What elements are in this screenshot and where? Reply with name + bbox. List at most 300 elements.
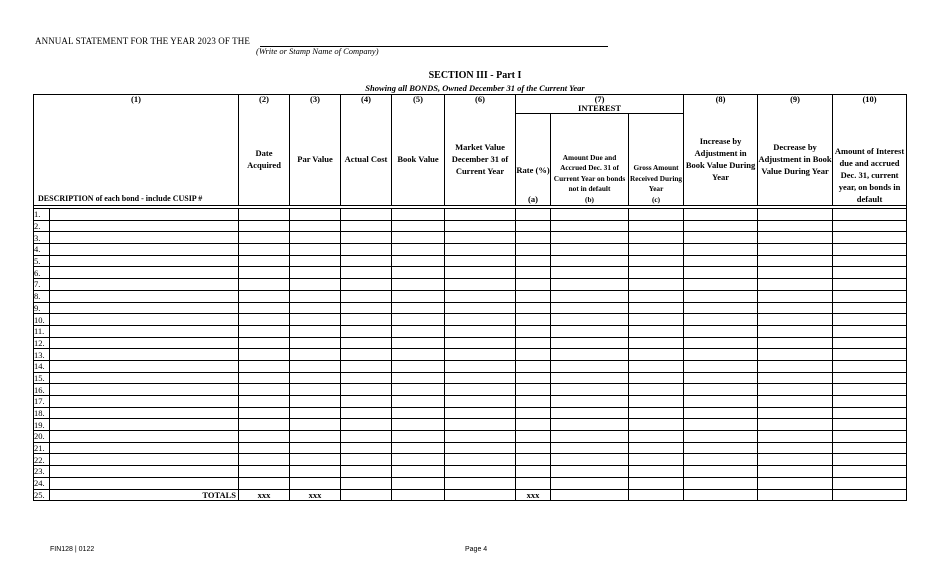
- cell-par-value[interactable]: [290, 431, 341, 443]
- col-num-7: [516, 95, 684, 114]
- cell-actual-cost[interactable]: [341, 419, 392, 431]
- cell-rate[interactable]: [516, 267, 551, 279]
- cell-decrease[interactable]: [758, 349, 833, 361]
- cell-rate[interactable]: [516, 419, 551, 431]
- col-num-4: (4): [341, 95, 392, 114]
- cell-interest-default[interactable]: [833, 290, 907, 302]
- cell-interest-default[interactable]: [833, 360, 907, 372]
- cell-interest-default[interactable]: [833, 442, 907, 454]
- cell-description[interactable]: [50, 454, 239, 466]
- cell-amount-due[interactable]: [551, 325, 629, 337]
- cell-rate[interactable]: [516, 384, 551, 396]
- cell-interest-default[interactable]: [833, 431, 907, 443]
- cell-rate[interactable]: [516, 325, 551, 337]
- cell-date-acquired[interactable]: [239, 314, 290, 326]
- cell-date-acquired[interactable]: [239, 290, 290, 302]
- cell-interest-default[interactable]: [833, 232, 907, 244]
- cell-interest-default[interactable]: [833, 279, 907, 291]
- cell-market-value[interactable]: [445, 396, 516, 408]
- cell-amount-due[interactable]: [551, 396, 629, 408]
- cell-par-value[interactable]: [290, 442, 341, 454]
- cell-actual-cost[interactable]: [341, 349, 392, 361]
- cell-interest-default[interactable]: [833, 466, 907, 478]
- cell-par-value[interactable]: [290, 290, 341, 302]
- cell-increase[interactable]: [684, 255, 758, 267]
- cell-amount-due[interactable]: [551, 407, 629, 419]
- cell-rate[interactable]: [516, 314, 551, 326]
- cell-book-value[interactable]: [392, 337, 445, 349]
- cell-par-value[interactable]: [290, 232, 341, 244]
- cell-amount-due[interactable]: [551, 477, 629, 489]
- cell-interest-default[interactable]: [833, 325, 907, 337]
- cell-par-value[interactable]: [290, 325, 341, 337]
- cell-amount-due[interactable]: [551, 209, 629, 221]
- cell-interest-default[interactable]: [833, 267, 907, 279]
- cell-par-value[interactable]: [290, 279, 341, 291]
- cell-increase[interactable]: [684, 431, 758, 443]
- totals-interest-default[interactable]: [833, 489, 907, 501]
- cell-increase[interactable]: [684, 349, 758, 361]
- cell-rate[interactable]: [516, 442, 551, 454]
- cell-interest-default[interactable]: [833, 396, 907, 408]
- cell-book-value[interactable]: [392, 325, 445, 337]
- cell-gross-amount[interactable]: [629, 384, 684, 396]
- cell-amount-due[interactable]: [551, 255, 629, 267]
- cell-rate[interactable]: [516, 466, 551, 478]
- cell-description[interactable]: [50, 396, 239, 408]
- cell-amount-due[interactable]: [551, 466, 629, 478]
- cell-gross-amount[interactable]: [629, 396, 684, 408]
- cell-market-value[interactable]: [445, 279, 516, 291]
- cell-interest-default[interactable]: [833, 302, 907, 314]
- cell-rate[interactable]: [516, 209, 551, 221]
- cell-book-value[interactable]: [392, 454, 445, 466]
- cell-actual-cost[interactable]: [341, 407, 392, 419]
- cell-increase[interactable]: [684, 290, 758, 302]
- cell-actual-cost[interactable]: [341, 477, 392, 489]
- cell-increase[interactable]: [684, 384, 758, 396]
- cell-decrease[interactable]: [758, 232, 833, 244]
- cell-market-value[interactable]: [445, 384, 516, 396]
- cell-par-value[interactable]: [290, 267, 341, 279]
- cell-amount-due[interactable]: [551, 419, 629, 431]
- cell-market-value[interactable]: [445, 407, 516, 419]
- cell-increase[interactable]: [684, 454, 758, 466]
- cell-gross-amount[interactable]: [629, 209, 684, 221]
- cell-gross-amount[interactable]: [629, 454, 684, 466]
- cell-book-value[interactable]: [392, 407, 445, 419]
- cell-gross-amount[interactable]: [629, 407, 684, 419]
- cell-par-value[interactable]: [290, 454, 341, 466]
- cell-gross-amount[interactable]: [629, 232, 684, 244]
- totals-market-value[interactable]: [445, 489, 516, 501]
- cell-decrease[interactable]: [758, 396, 833, 408]
- cell-amount-due[interactable]: [551, 454, 629, 466]
- cell-rate[interactable]: [516, 244, 551, 256]
- cell-decrease[interactable]: [758, 267, 833, 279]
- cell-gross-amount[interactable]: [629, 314, 684, 326]
- cell-interest-default[interactable]: [833, 349, 907, 361]
- cell-market-value[interactable]: [445, 314, 516, 326]
- cell-par-value[interactable]: [290, 372, 341, 384]
- cell-increase[interactable]: [684, 337, 758, 349]
- cell-par-value[interactable]: [290, 466, 341, 478]
- cell-rate[interactable]: [516, 360, 551, 372]
- cell-description[interactable]: [50, 372, 239, 384]
- cell-book-value[interactable]: [392, 360, 445, 372]
- cell-increase[interactable]: [684, 232, 758, 244]
- cell-description[interactable]: [50, 325, 239, 337]
- totals-book-value[interactable]: [392, 489, 445, 501]
- cell-rate[interactable]: [516, 255, 551, 267]
- cell-description[interactable]: [50, 255, 239, 267]
- cell-par-value[interactable]: [290, 419, 341, 431]
- cell-market-value[interactable]: [445, 431, 516, 443]
- cell-interest-default[interactable]: [833, 477, 907, 489]
- cell-increase[interactable]: [684, 419, 758, 431]
- cell-market-value[interactable]: [445, 302, 516, 314]
- cell-actual-cost[interactable]: [341, 372, 392, 384]
- cell-book-value[interactable]: [392, 372, 445, 384]
- totals-actual-cost[interactable]: [341, 489, 392, 501]
- cell-increase[interactable]: [684, 360, 758, 372]
- cell-date-acquired[interactable]: [239, 255, 290, 267]
- cell-date-acquired[interactable]: [239, 431, 290, 443]
- cell-increase[interactable]: [684, 407, 758, 419]
- cell-description[interactable]: [50, 349, 239, 361]
- cell-book-value[interactable]: [392, 314, 445, 326]
- cell-market-value[interactable]: [445, 360, 516, 372]
- cell-rate[interactable]: [516, 290, 551, 302]
- cell-date-acquired[interactable]: [239, 384, 290, 396]
- cell-decrease[interactable]: [758, 477, 833, 489]
- cell-book-value[interactable]: [392, 349, 445, 361]
- cell-par-value[interactable]: [290, 314, 341, 326]
- cell-actual-cost[interactable]: [341, 360, 392, 372]
- cell-actual-cost[interactable]: [341, 255, 392, 267]
- cell-actual-cost[interactable]: [341, 290, 392, 302]
- cell-market-value[interactable]: [445, 244, 516, 256]
- cell-book-value[interactable]: [392, 431, 445, 443]
- cell-decrease[interactable]: [758, 466, 833, 478]
- cell-par-value[interactable]: [290, 396, 341, 408]
- cell-description[interactable]: [50, 232, 239, 244]
- cell-book-value[interactable]: [392, 220, 445, 232]
- cell-par-value[interactable]: [290, 209, 341, 221]
- cell-rate[interactable]: [516, 232, 551, 244]
- cell-amount-due[interactable]: [551, 279, 629, 291]
- cell-description[interactable]: [50, 244, 239, 256]
- cell-par-value[interactable]: [290, 349, 341, 361]
- cell-decrease[interactable]: [758, 337, 833, 349]
- cell-description[interactable]: [50, 477, 239, 489]
- cell-amount-due[interactable]: [551, 232, 629, 244]
- cell-decrease[interactable]: [758, 384, 833, 396]
- cell-date-acquired[interactable]: [239, 349, 290, 361]
- cell-increase[interactable]: [684, 442, 758, 454]
- cell-increase[interactable]: [684, 477, 758, 489]
- cell-market-value[interactable]: [445, 477, 516, 489]
- cell-gross-amount[interactable]: [629, 466, 684, 478]
- cell-increase[interactable]: [684, 244, 758, 256]
- cell-gross-amount[interactable]: [629, 267, 684, 279]
- cell-date-acquired[interactable]: [239, 209, 290, 221]
- cell-interest-default[interactable]: [833, 454, 907, 466]
- cell-gross-amount[interactable]: [629, 442, 684, 454]
- cell-decrease[interactable]: [758, 419, 833, 431]
- cell-gross-amount[interactable]: [629, 244, 684, 256]
- cell-interest-default[interactable]: [833, 419, 907, 431]
- cell-date-acquired[interactable]: [239, 407, 290, 419]
- cell-market-value[interactable]: [445, 267, 516, 279]
- cell-gross-amount[interactable]: [629, 419, 684, 431]
- cell-actual-cost[interactable]: [341, 267, 392, 279]
- cell-actual-cost[interactable]: [341, 337, 392, 349]
- cell-amount-due[interactable]: [551, 442, 629, 454]
- totals-gross-amount[interactable]: [629, 489, 684, 501]
- cell-book-value[interactable]: [392, 244, 445, 256]
- cell-market-value[interactable]: [445, 466, 516, 478]
- row-number: 17.: [34, 396, 50, 408]
- cell-book-value[interactable]: [392, 290, 445, 302]
- cell-interest-default[interactable]: [833, 384, 907, 396]
- cell-date-acquired[interactable]: [239, 337, 290, 349]
- totals-decrease[interactable]: [758, 489, 833, 501]
- cell-amount-due[interactable]: [551, 314, 629, 326]
- cell-gross-amount[interactable]: [629, 220, 684, 232]
- cell-gross-amount[interactable]: [629, 302, 684, 314]
- cell-decrease[interactable]: [758, 220, 833, 232]
- cell-gross-amount[interactable]: [629, 360, 684, 372]
- cell-rate[interactable]: [516, 477, 551, 489]
- cell-description[interactable]: [50, 290, 239, 302]
- cell-book-value[interactable]: [392, 466, 445, 478]
- cell-gross-amount[interactable]: [629, 349, 684, 361]
- cell-decrease[interactable]: [758, 360, 833, 372]
- cell-actual-cost[interactable]: [341, 314, 392, 326]
- cell-book-value[interactable]: [392, 232, 445, 244]
- cell-interest-default[interactable]: [833, 244, 907, 256]
- cell-description[interactable]: [50, 267, 239, 279]
- cell-amount-due[interactable]: [551, 244, 629, 256]
- cell-par-value[interactable]: [290, 407, 341, 419]
- cell-actual-cost[interactable]: [341, 325, 392, 337]
- cell-interest-default[interactable]: [833, 209, 907, 221]
- cell-rate[interactable]: [516, 431, 551, 443]
- cell-rate[interactable]: [516, 454, 551, 466]
- cell-interest-default[interactable]: [833, 220, 907, 232]
- cell-description[interactable]: [50, 209, 239, 221]
- cell-description[interactable]: [50, 337, 239, 349]
- cell-par-value[interactable]: [290, 255, 341, 267]
- cell-market-value[interactable]: [445, 337, 516, 349]
- cell-date-acquired[interactable]: [239, 325, 290, 337]
- cell-par-value[interactable]: [290, 477, 341, 489]
- cell-description[interactable]: [50, 466, 239, 478]
- cell-interest-default[interactable]: [833, 372, 907, 384]
- cell-rate[interactable]: [516, 220, 551, 232]
- cell-actual-cost[interactable]: [341, 431, 392, 443]
- cell-book-value[interactable]: [392, 302, 445, 314]
- cell-interest-default[interactable]: [833, 314, 907, 326]
- cell-date-acquired[interactable]: [239, 419, 290, 431]
- cell-market-value[interactable]: [445, 232, 516, 244]
- cell-description[interactable]: [50, 407, 239, 419]
- cell-increase[interactable]: [684, 267, 758, 279]
- cell-actual-cost[interactable]: [341, 209, 392, 221]
- cell-date-acquired[interactable]: [239, 360, 290, 372]
- cell-book-value[interactable]: [392, 442, 445, 454]
- cell-increase[interactable]: [684, 302, 758, 314]
- cell-decrease[interactable]: [758, 244, 833, 256]
- cell-market-value[interactable]: [445, 255, 516, 267]
- cell-actual-cost[interactable]: [341, 454, 392, 466]
- cell-book-value[interactable]: [392, 279, 445, 291]
- cell-date-acquired[interactable]: [239, 244, 290, 256]
- cell-rate[interactable]: [516, 396, 551, 408]
- cell-decrease[interactable]: [758, 279, 833, 291]
- cell-market-value[interactable]: [445, 290, 516, 302]
- cell-book-value[interactable]: [392, 396, 445, 408]
- cell-book-value[interactable]: [392, 419, 445, 431]
- cell-amount-due[interactable]: [551, 372, 629, 384]
- cell-actual-cost[interactable]: [341, 220, 392, 232]
- cell-actual-cost[interactable]: [341, 384, 392, 396]
- cell-decrease[interactable]: [758, 209, 833, 221]
- cell-date-acquired[interactable]: [239, 477, 290, 489]
- cell-description[interactable]: [50, 384, 239, 396]
- cell-decrease[interactable]: [758, 255, 833, 267]
- cell-description[interactable]: [50, 314, 239, 326]
- cell-date-acquired[interactable]: [239, 396, 290, 408]
- cell-decrease[interactable]: [758, 431, 833, 443]
- cell-par-value[interactable]: [290, 220, 341, 232]
- cell-decrease[interactable]: [758, 442, 833, 454]
- cell-gross-amount[interactable]: [629, 477, 684, 489]
- cell-amount-due[interactable]: [551, 220, 629, 232]
- cell-rate[interactable]: [516, 372, 551, 384]
- cell-market-value[interactable]: [445, 349, 516, 361]
- cell-date-acquired[interactable]: [239, 279, 290, 291]
- cell-market-value[interactable]: [445, 419, 516, 431]
- cell-date-acquired[interactable]: [239, 232, 290, 244]
- cell-book-value[interactable]: [392, 384, 445, 396]
- cell-interest-default[interactable]: [833, 255, 907, 267]
- cell-actual-cost[interactable]: [341, 279, 392, 291]
- cell-increase[interactable]: [684, 396, 758, 408]
- cell-date-acquired[interactable]: [239, 454, 290, 466]
- cell-amount-due[interactable]: [551, 290, 629, 302]
- cell-market-value[interactable]: [445, 220, 516, 232]
- cell-rate[interactable]: [516, 407, 551, 419]
- cell-date-acquired[interactable]: [239, 267, 290, 279]
- cell-interest-default[interactable]: [833, 337, 907, 349]
- cell-par-value[interactable]: [290, 384, 341, 396]
- cell-decrease[interactable]: [758, 314, 833, 326]
- cell-description[interactable]: [50, 431, 239, 443]
- cell-description[interactable]: [50, 419, 239, 431]
- cell-par-value[interactable]: [290, 360, 341, 372]
- cell-amount-due[interactable]: [551, 337, 629, 349]
- cell-market-value[interactable]: [445, 325, 516, 337]
- totals-increase[interactable]: [684, 489, 758, 501]
- cell-decrease[interactable]: [758, 325, 833, 337]
- cell-increase[interactable]: [684, 372, 758, 384]
- cell-amount-due[interactable]: [551, 360, 629, 372]
- cell-gross-amount[interactable]: [629, 431, 684, 443]
- cell-gross-amount[interactable]: [629, 255, 684, 267]
- cell-increase[interactable]: [684, 466, 758, 478]
- cell-gross-amount[interactable]: [629, 337, 684, 349]
- cell-actual-cost[interactable]: [341, 466, 392, 478]
- cell-date-acquired[interactable]: [239, 466, 290, 478]
- cell-gross-amount[interactable]: [629, 325, 684, 337]
- cell-actual-cost[interactable]: [341, 396, 392, 408]
- cell-description[interactable]: [50, 302, 239, 314]
- cell-gross-amount[interactable]: [629, 372, 684, 384]
- cell-gross-amount[interactable]: [629, 290, 684, 302]
- cell-amount-due[interactable]: [551, 302, 629, 314]
- cell-decrease[interactable]: [758, 454, 833, 466]
- cell-increase[interactable]: [684, 220, 758, 232]
- cell-description[interactable]: [50, 360, 239, 372]
- cell-actual-cost[interactable]: [341, 244, 392, 256]
- cell-par-value[interactable]: [290, 244, 341, 256]
- cell-date-acquired[interactable]: [239, 372, 290, 384]
- cell-amount-due[interactable]: [551, 349, 629, 361]
- cell-amount-due[interactable]: [551, 267, 629, 279]
- cell-decrease[interactable]: [758, 372, 833, 384]
- cell-market-value[interactable]: [445, 442, 516, 454]
- cell-actual-cost[interactable]: [341, 442, 392, 454]
- cell-book-value[interactable]: [392, 209, 445, 221]
- cell-decrease[interactable]: [758, 407, 833, 419]
- cell-interest-default[interactable]: [833, 407, 907, 419]
- cell-increase[interactable]: [684, 314, 758, 326]
- cell-decrease[interactable]: [758, 302, 833, 314]
- cell-rate[interactable]: [516, 279, 551, 291]
- cell-actual-cost[interactable]: [341, 302, 392, 314]
- cell-par-value[interactable]: [290, 302, 341, 314]
- totals-amount-due[interactable]: [551, 489, 629, 501]
- cell-increase[interactable]: [684, 279, 758, 291]
- cell-market-value[interactable]: [445, 454, 516, 466]
- cell-book-value[interactable]: [392, 477, 445, 489]
- cell-date-acquired[interactable]: [239, 302, 290, 314]
- cell-rate[interactable]: [516, 302, 551, 314]
- cell-description[interactable]: [50, 220, 239, 232]
- cell-increase[interactable]: [684, 325, 758, 337]
- cell-description[interactable]: [50, 442, 239, 454]
- row-number: 3.: [34, 232, 50, 244]
- cell-decrease[interactable]: [758, 290, 833, 302]
- cell-amount-due[interactable]: [551, 384, 629, 396]
- cell-market-value[interactable]: [445, 209, 516, 221]
- cell-market-value[interactable]: [445, 372, 516, 384]
- cell-actual-cost[interactable]: [341, 232, 392, 244]
- cell-gross-amount[interactable]: [629, 279, 684, 291]
- cell-date-acquired[interactable]: [239, 442, 290, 454]
- cell-par-value[interactable]: [290, 337, 341, 349]
- cell-book-value[interactable]: [392, 267, 445, 279]
- cell-amount-due[interactable]: [551, 431, 629, 443]
- cell-rate[interactable]: [516, 337, 551, 349]
- cell-date-acquired[interactable]: [239, 220, 290, 232]
- cell-description[interactable]: [50, 279, 239, 291]
- cell-rate[interactable]: [516, 349, 551, 361]
- cell-increase[interactable]: [684, 209, 758, 221]
- cell-book-value[interactable]: [392, 255, 445, 267]
